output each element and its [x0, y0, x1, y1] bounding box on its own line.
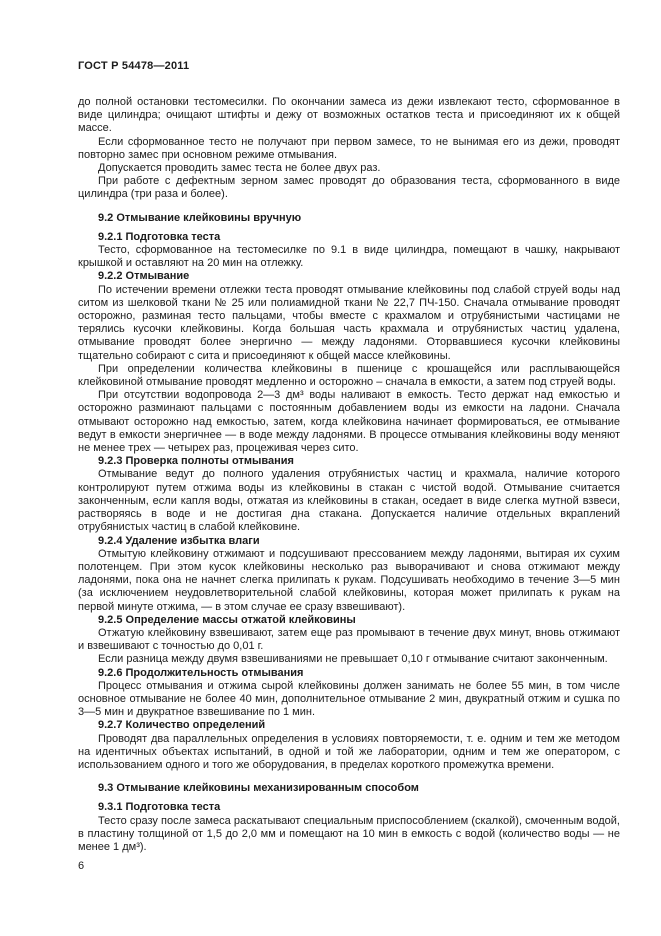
- paragraph: При определении количества клейковины в пшенице с крошащейся или расплывающейся клейковиной отмывание проводят медленно и осторожно – сначала в емкости, а затем под струей воды.: [78, 362, 620, 389]
- subsection-heading: 9.2.2 Отмывание: [98, 270, 190, 283]
- paragraph: Если разница между двумя взвешиваниями не превышает 0,10 г отмывание считают законченным.: [98, 653, 608, 666]
- paragraph: Отмывание ведут до полного удаления отрубянистых частиц и крахмала, наличие которого контролируют путем отжима воды из клейковины в стакан с чистой водой. Отмывание считается законченным, если капля воды, отжатая из клейковины в стакан, оседает в виде слегка мутной взвеси, растворяясь в воде и не достигая дна стакана. Допускается наличие отдельных вкраплений отрубянистых частиц в слабой клейковине.: [78, 468, 620, 534]
- paragraph: По истечении времени отлежки теста проводят отмывание клейковины под слабой струей воды над ситом из шелковой ткани № 25 или полиамидной ткани № 22,7 ПЧ-150. Сначала отмывание проводят осторожно, разминая тесто пальцами, чтобы вместе с крахмалом и отрубянистыми частицами не терялись кусочки клейковины. Когда большая часть крахмала и отрубянистых частиц удалена, отмывание проводят более энергично — между ладонями. Оторвавшиеся кусочки клейковины тщательно собирают с сита и присоединяют к общей массе клейковины.: [78, 283, 620, 362]
- paragraph-continuation: до полной остановки тестомесилки. По окончании замеса из дежи извлекают тесто, сформованное в виде цилиндра; очищают штифты и дежу от возможных остатков теста и присоединяют их к общей массе.: [78, 96, 620, 135]
- section-heading: 9.3 Отмывание клейковины механизированным способом: [98, 782, 419, 795]
- paragraph: Отжатую клейковину взвешивают, затем еще раз промывают в течение двух минут, вновь отжимают и взвешивают с точностью до 0,01 г.: [78, 626, 620, 653]
- subsection-heading: 9.2.6 Продолжительность отмывания: [98, 666, 304, 679]
- paragraph: Тесто сразу после замеса раскатывают специальным приспособлением (скалкой), смоченным водой, в пластину толщиной от 1,5 до 2,0 мм и помещают на 10 мин в емкость с водой (количество воды — не менее 1 дм³).: [78, 814, 620, 853]
- standard-code-header: ГОСТ Р 54478—2011: [78, 60, 190, 72]
- paragraph: Отмытую клейковину отжимают и подсушивают прессованием между ладонями, вытирая их сухим полотенцем. При этом кусок клейковины несколько раз выворачивают и снова отжимают между ладонями, пока она не начнет слегка прилипать к рукам. Подсушивать необходимо в течение 3—5 мин (за исключением неудовлетворительной слабой клейковины, которая может прилипать к рукам на первой минуте отжима, — в этом случае ее сразу взвешивают).: [78, 547, 620, 613]
- subsection-heading: 9.2.3 Проверка полноты отмывания: [98, 455, 294, 468]
- paragraph: Если сформованное тесто не получают при первом замесе, то не вынимая его из дежи, проводят повторно замес при основном режиме отмывания.: [78, 135, 620, 161]
- paragraph: При отсутствии водопровода 2—3 дм³ воды наливают в емкость. Тесто держат над емкостью и осторожно разминают пальцами с постоянным добавлением воды из емкости на ладони. Сначала отмывают осторожно над емкостью, затем, когда клейковина начинает формироваться, ее отмывание ведут в емкости энергичнее — в воде между ладонями. В процессе отмывания клейковины воду меняют не менее трех — четырех раз, процеживая через сито.: [78, 389, 620, 455]
- document-content: [78, 96, 620, 854]
- subsection-heading: 9.2.4 Удаление избытка влаги: [98, 534, 260, 547]
- subsection-heading: 9.2.7 Количество определений: [98, 719, 266, 732]
- paragraph: Процесс отмывания и отжима сырой клейковины должен занимать не более 55 мин, в том числе основное отмывание не более 40 мин, дополнительное отмывание 2 мин, двукратный отжим и сушка по 3—5 мин и двукратное взвешивание по 1 мин.: [78, 679, 620, 719]
- paragraph: Тесто, сформованное на тестомесилке по 9.1 в виде цилиндра, помещают в чашку, накрывают крышкой и оставляют на 20 мин на отлежку.: [78, 244, 620, 270]
- page-number: 6: [78, 860, 85, 873]
- subsection-heading: 9.2.1 Подготовка теста: [98, 230, 221, 243]
- subsection-heading: 9.3.1 Подготовка теста: [98, 801, 221, 814]
- section-heading: 9.2 Отмывание клейковины вручную: [98, 211, 302, 224]
- paragraph: При работе с дефектным зерном замес проводят до образования теста, сформованного в виде цилиндра (три раза и более).: [78, 175, 620, 201]
- subsection-heading: 9.2.5 Определение массы отжатой клейковины: [98, 613, 356, 626]
- paragraph: Проводят два параллельных определения в условиях повторяемости, т. е. одним и тем же методом на идентичных объектах испытаний, в одной и той же лаборатории, одним и тем же оператором, с использованием одного и того же оборудования, в пределах короткого промежутка времени.: [78, 732, 620, 771]
- paragraph: Допускается проводить замес теста не более двух раз.: [98, 162, 381, 175]
